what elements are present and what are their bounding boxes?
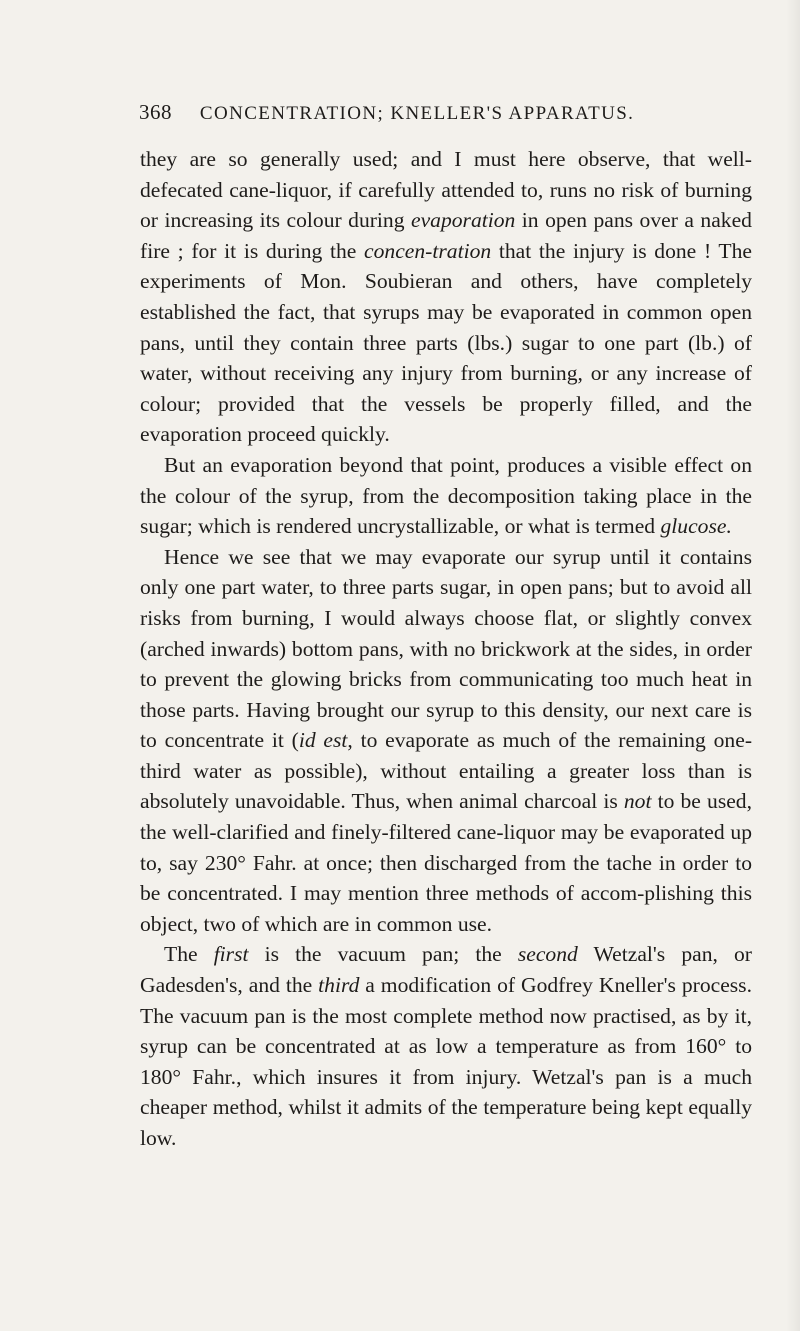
paragraph [140, 144, 752, 450]
italic-run: concen-tration [364, 238, 492, 263]
italic-run: not [623, 789, 652, 814]
paragraph [140, 542, 752, 940]
page-header [139, 100, 739, 125]
text-run: , to evaporate as much of the remaining one-third water as possible), without entailing a greater loss than is absolutely unavoidable. Thus, when animal charcoal is [140, 728, 753, 814]
page-edge-shadow [786, 0, 800, 1331]
paragraph [140, 450, 752, 542]
text-run: But an evaporation beyond that point, produces a visible effect on the colour of the syrup, from the decomposition taking place in the sugar; which is rendered uncrystallizable, or what is termed [140, 452, 752, 539]
text-run: Hence we see that we may evaporate our syrup until it contains only one part water, to three parts sugar, in open pans; but to avoid all risks from burning, I would always choose flat, or slightly convex (arched inwards) bottom pans, with no brickwork at the sides, in order to prevent the glowing bricks from communicating too much heat in those parts. Having brought our syrup to this density, our next care is to concentrate it ( [140, 544, 752, 753]
text-run: is the vacuum pan; the [248, 942, 518, 967]
text-run: in open pans over a naked fire ; for it is during the [140, 208, 752, 263]
text-run: a modification of Godfrey Kneller's process. The vacuum pan is the most complete method now practised, as by it, syrup can be concentrated at as low a temperature as from 160° to 180° Fahr., which insures it from injury. Wetzal's pan is a much cheaper method, whilst it admits of the temperature being kept equally low. [140, 973, 752, 1150]
text-run: they are so generally used; and I must here observe, that well-defecated cane-liquor, if carefully attended to, runs no risk of burning or increasing its colour during [140, 147, 752, 233]
body-text [140, 144, 752, 1154]
page-number: 368 [139, 100, 172, 124]
paragraph [140, 939, 752, 1153]
italic-run: first [213, 942, 249, 967]
italic-run: evaporation [410, 208, 516, 233]
italic-run: second [517, 942, 578, 967]
italic-run: glucose. [660, 514, 732, 539]
italic-run: third [318, 973, 360, 998]
text-run: The [164, 942, 214, 967]
running-head: CONCENTRATION; KNELLER'S APPARATUS. [199, 103, 635, 124]
text-run: that the injury is done ! The experiments of Mon. Soubieran and others, have completely established the fact, that syrups may be evaporated in common open pans, until they contain three parts (lbs.) sugar to one part (lb.) of water, without receiving any injury from burning, or any increase of colour; provided that the vessels be properly filled, and the evaporation proceed quickly. [140, 238, 752, 447]
text-run: to be used, the well-clarified and finely-filtered cane-liquor may be evaporated up to, say 230° Fahr. at once; then discharged from the tache in order to be concentrated. I may mention three methods of accom-plishing this object, two of which are in common use. [140, 789, 752, 936]
text-run: Wetzal's pan, or Gadesden's, and the [140, 942, 752, 998]
italic-run: id est [298, 728, 348, 753]
